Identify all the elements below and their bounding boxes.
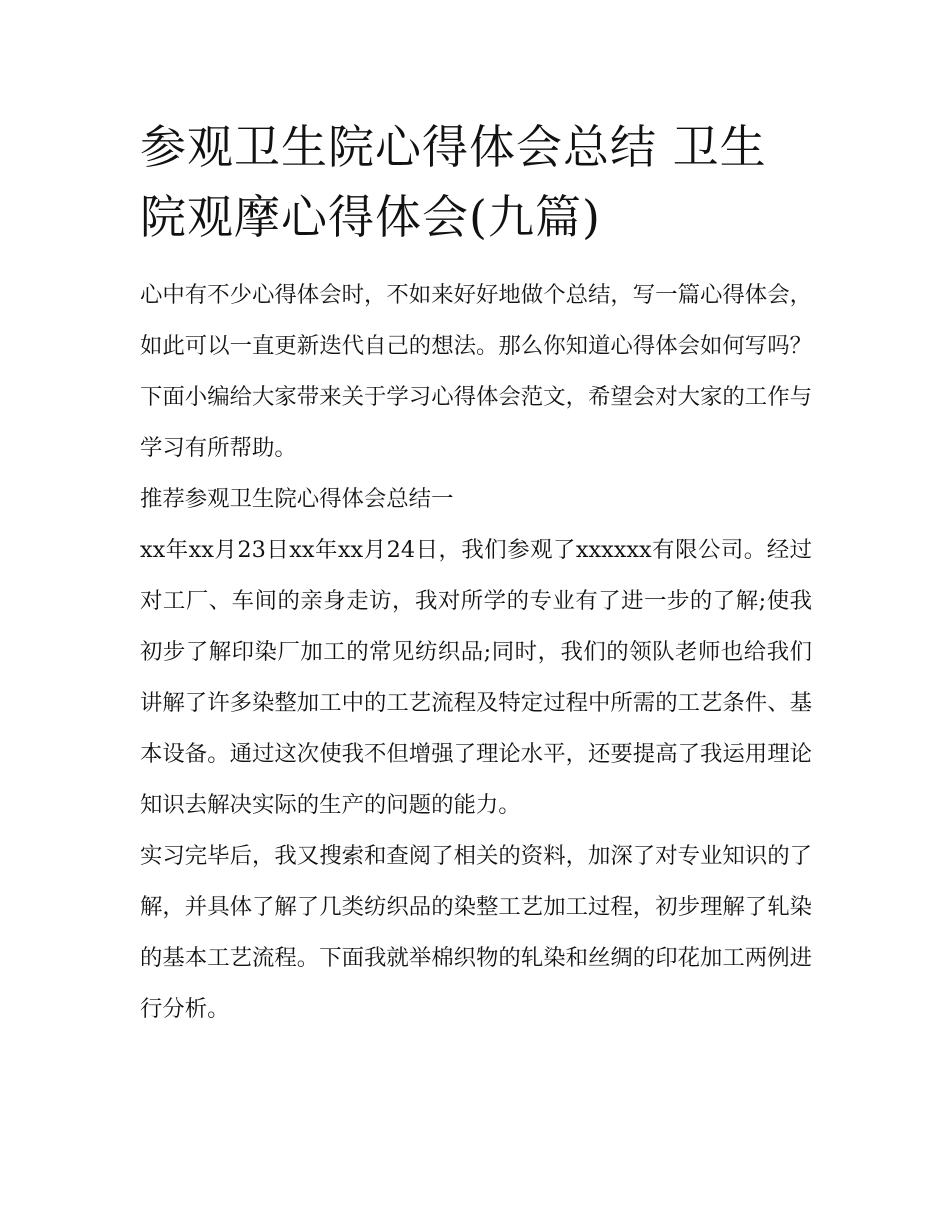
document-page bbox=[140, 112, 812, 1035]
section-heading: 推荐参观卫生院心得体会总结一 bbox=[140, 486, 454, 512]
body-paragraph-2: 实习完毕后，我又搜索和查阅了相关的资料，加深了对专业知识的了解，并具体了解了几类纺织品的染整工艺加工过程，初步理解了轧染的基本工艺流程。下面我就举棉织物的轧染和丝绸的印花加工两例进行分析。 bbox=[140, 843, 812, 1022]
intro-paragraph: 心中有不少心得体会时，不如来好好地做个总结，写一篇心得体会，如此可以一直更新迭代自己的想法。那么你知道心得体会如何写吗？下面小编给大家带来关于学习心得体会范文，希望会对大家的工作与学习有所帮助。 bbox=[140, 282, 812, 461]
document-title: 参观卫生院心得体会总结 卫生院观摩心得体会(九篇) bbox=[140, 120, 767, 244]
body-paragraph-1: xx年xx月23日xx年xx月24日，我们参观了xxxxxx有限公司。经过对工厂、车间的亲身走访，我对所学的专业有了进一步的了解;使我初步了解印染厂加工的常见纺织品;同时，我们的领队老师也给我们讲解了许多染整加工中的工艺流程及特定过程中所需的工艺条件、基本设备。通过这次使我不但增强了理论水平，还要提高了我运用理论知识去解决实际的生产的问题的能力。 bbox=[140, 537, 812, 818]
